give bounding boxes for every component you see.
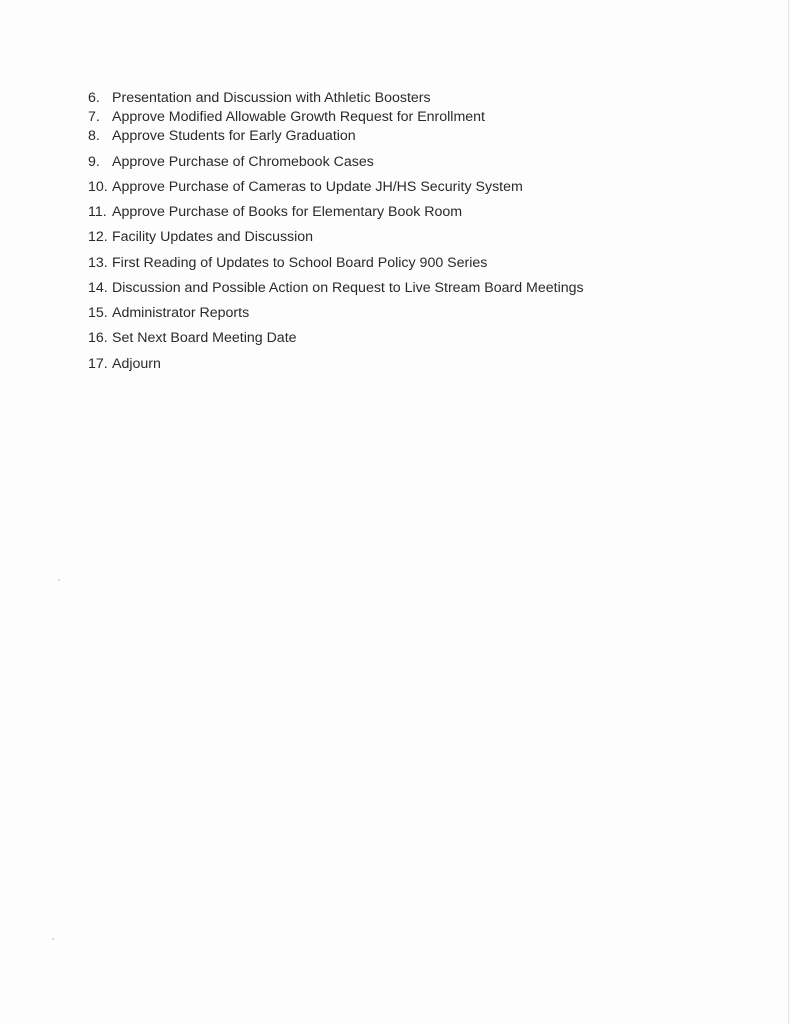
agenda-item-14 [88,278,728,298]
agenda-item-text: Administrator Reports [112,305,250,321]
agenda-item-12 [88,227,728,247]
agenda-item-text: Approve Students for Early Graduation [112,128,356,144]
agenda-item-text: Approve Modified Allowable Growth Request for Enrollment [112,109,486,125]
agenda-item-11 [88,202,728,222]
agenda-item-text: Set Next Board Meeting Date [112,330,297,346]
agenda-item-6 [88,88,728,108]
agenda-item-text: Approve Purchase of Chromebook Cases [112,154,374,170]
agenda-item-text: Facility Updates and Discussion [112,229,314,245]
agenda-item-number: 15. [88,305,108,321]
agenda-item-13 [88,253,728,273]
agenda-item-text: Approve Purchase of Cameras to Update JH/HS Security System [112,179,523,195]
agenda-item-number: 9. [88,154,100,170]
agenda-item-8 [88,126,728,146]
agenda-item-text: Adjourn [112,356,161,372]
agenda-item-number: 13. [88,255,108,271]
agenda-item-text: Discussion and Possible Action on Request to Live Stream Board Meetings [112,280,584,296]
agenda-item-number: 7. [88,109,100,125]
agenda-item-text: Presentation and Discussion with Athletic Boosters [112,90,431,106]
agenda-item-9 [88,152,728,172]
agenda-item-15 [88,303,728,323]
agenda-item-number: 10. [88,179,108,195]
agenda-item-10 [88,177,728,197]
agenda-item-number: 6. [88,90,100,106]
agenda-item-number: 8. [88,128,100,144]
agenda-item-number: 11. [88,204,107,220]
agenda-item-number: 12. [88,229,108,245]
agenda-item-16 [88,328,728,348]
agenda-item-number: 17. [88,356,108,372]
agenda-item-7 [88,107,728,127]
agenda-item-text: First Reading of Updates to School Board Policy 900 Series [112,255,488,271]
agenda-item-number: 14. [88,280,108,296]
agenda-item-number: 16. [88,330,108,346]
agenda-item-text: Approve Purchase of Books for Elementary Book Room [112,204,463,220]
agenda-item-17 [88,354,728,374]
